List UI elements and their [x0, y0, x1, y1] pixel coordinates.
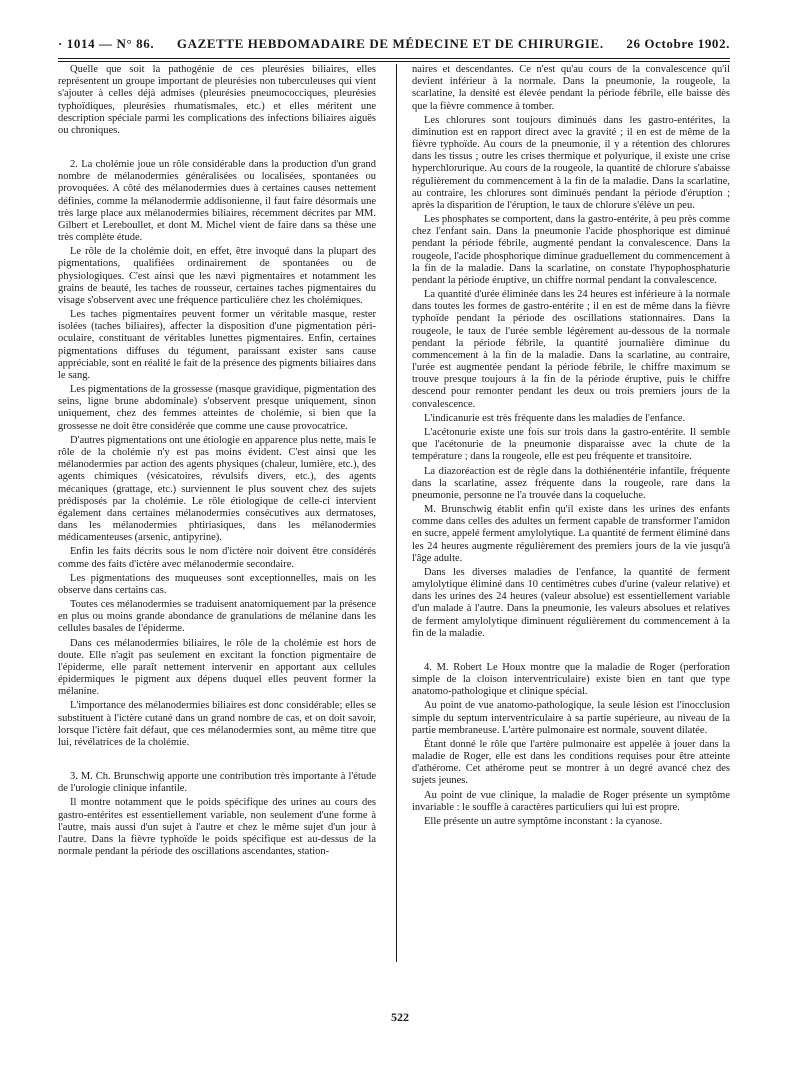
paragraph: Il montre notamment que le poids spécifique des urines au cours des gastro-entérites est essentiellement variable, non seulement d'une forme à l'autre, mais aussi d'un sujet à l'autre et chez le même sujet d'un jour à l'autre. Dans la fièvre typhoïde le poids spécifique est au-dessus de la normale pendant la période des oscillations ascendantes, station-: [58, 797, 376, 858]
paragraph: Les pigmentations des muqueuses sont exceptionnelles, mais on les observe dans certains cas.: [58, 572, 376, 596]
paragraph: L'acétonurie existe une fois sur trois dans la gastro-entérite. Il semble que l'acétonurie de la pneumonie disparaisse avec la chute de la température ; dans la rougeole, elle est peu fréquente et transitoire.: [412, 426, 730, 463]
header-issue: · 1014 — N° 86.: [58, 36, 155, 51]
paragraph: Le rôle de la cholémie doit, en effet, être invoqué dans la plupart des pigmentations, qualifiées ordinairement de spontanées ou de physiologiques. C'est ainsi que les nævi pigmentaires et notamment les grains de beauté, les taches de rousseur, certaines taches pigmentaires du visage s'observent avec une fréquence particulière chez les cholémiques.: [58, 246, 376, 306]
header-journal-title: GAZETTE HEBDOMADAIRE DE MÉDECINE ET DE CHIRURGIE.: [176, 36, 604, 51]
running-header: [58, 36, 730, 52]
paragraph: Dans les diverses maladies de l'enfance, la quantité de ferment amylolytique éliminé dans 10 centimètres cubes d'urine (valeur relative) et dans les urines des 24 heures (valeur absolue) est essentiellement variable d'un malade à l'autre. Dans la pneumonie, les valeurs absolues et relatives de ferment amylolytique diminuent régulièrement du commencement à la fin de la maladie.: [412, 566, 730, 639]
paragraph: Étant donné le rôle que l'artère pulmonaire est appelée à jouer dans la maladie de Roger, elle est dans les conditions requises pour être atteinte d'athérome. Cet athérome peut se montrer à un degré avancé chez des sujets jeunes.: [412, 738, 730, 787]
paragraph: L'indicanurie est très fréquente dans les maladies de l'enfance.: [424, 412, 686, 424]
paragraph: Au point de vue anatomo-pathologique, la seule lésion est l'inocclusion simple du septum interventriculaire à sa partie supérieure, au niveau de la partie membraneuse. L'artère pulmonaire est normale, souvent dilatée.: [412, 700, 730, 736]
paragraph: La quantité d'urée éliminée dans les 24 heures est inférieure à la normale dans toutes les formes de gastro-entérite ; il en est de même dans la fièvre typhoïde pendant la période des oscillations stationnaires. Dans la rougeole, le taux de l'urée semble légèrement au-dessous de la normale pendant la période fébrile, la quantité journalière diminue du commencement à la fin de la maladie. Dans la scarlatine, au contraire, l'urée est augmentée pendant la période fébrile, le chiffre maximum se trouve presque toujours à la fin de la période éruptive, puis le chiffre descend pour remonter pendant les deux ou trois premiers jours de la convalescence.: [412, 289, 730, 410]
paragraph: Dans ces mélanodermies biliaires, le rôle de la cholémie est hors de doute. Elle n'agit pas seulement en excitant la fonction pigmentaire de l'épiderme, elle paraît nettement intervenir en apportant aux cellules épidermiques le pigment aux dépens duquel elles peuvent former la mélanine.: [58, 637, 376, 698]
page-number: 522: [391, 1010, 409, 1024]
paragraph: Quelle que soit la pathogénie de ces pleurésies biliaires, elles représentent un groupe important de pleurésies non tuberculeuses qui vient s'ajouter à celles déjà admises (pleurésies pneumococciques, pleurésies typhoïdiques, pleurésies rhumatismales, etc.) et elles méritent une description spéciale parmi les complications des infections biliaires aiguës ou chroniques.: [58, 64, 376, 136]
paragraph: Les chlorures sont toujours diminués dans les gastro-entérites, la diminution est en rapport direct avec la gravité ; il en est de même de la fièvre typhoïde. Au cours de la pneumonie, il y a rétention des chlorures dans les tissus ; outre les crises thermique et polyurique, il existe une crise hyperchlorurique. Au cours de la rougeole, la quantité de chlorure s'abaisse régulièrement du commencement à la fin de la maladie. Dans la scarlatine, au contraire, les chlorures sont diminués pendant la période d'éruption ; après la disparition de l'éruption, le taux de chlorure s'élève un peu.: [412, 114, 730, 211]
paragraph: Enfin les faits décrits sous le nom d'ictère noir doivent être considérés comme des faits d'ictère avec mélanodermie secondaire.: [58, 546, 376, 570]
section-3-paragraph: 3. M. Ch. Brunschwig apporte une contribution très importante à l'étude de l'urologie clinique infantile.: [58, 771, 376, 795]
paragraph: Toutes ces mélanodermies se traduisent anatomiquement par la présence en plus ou moins grande abondance de granulations de mélanine dans les cellules basales de l'épiderme.: [58, 599, 376, 635]
header-rule-double: [58, 61, 730, 62]
header-date: 26 Octobre 1902.: [626, 36, 730, 51]
left-column: [58, 64, 376, 860]
paragraph: D'autres pigmentations ont une étiologie en apparence plus nette, mais le rôle de la cholémie n'y est pas moins évident. C'est ainsi que les mélanodermies par action des agents physiques (chaleur, lumière, etc.), des agents chimiques (vésicatoires, révulsifs divers, etc.), des agents mécaniques (grattage, etc.) surviennent le plus souvent chez des sujets prédisposés par la cholémie. Le rôle étiologique de celle-ci intervient également dans certaines mélanodermies consécutives aux dermatoses, dans les mélanodermies phtiriasiques, dans les mélanodermies médicamenteuses (arsenic, antipyrine).: [58, 434, 377, 544]
section-4-paragraph: 4. M. Robert Le Houx montre que la maladie de Roger (perforation simple de la cloison interventriculaire) existe bien en tant que type anatomo-pathologique et clinique spécial.: [412, 661, 730, 698]
column-divider: [396, 64, 397, 962]
paragraph: L'importance des mélanodermies biliaires est donc considérable; elles se substituent à l'ictère cutané dans un grand nombre de cas, et on doit savoir, lorsque l'ictère fait défaut, que ces mélanodermies sont, au même titre que lui, révélatrices de la cholémie.: [58, 700, 376, 748]
paragraph: Les phosphates se comportent, dans la gastro-entérite, à peu près comme chez l'enfant sain. Dans la pneumonie l'acide phosphorique est diminué pendant la période fébrile, augmenté pendant la convalescence. Dans la rougeole, l'acide phosphorique diminue graduellement du commencement à la fin de la maladie. Dans la scarlatine, on constate l'hypophosphaturie pendant la période éruptive, un chiffre normal pendant la convalescence.: [412, 214, 730, 286]
paragraph-continuation: naires et descendantes. Ce n'est qu'au cours de la convalescence qu'il devient inférieur à la normale. Dans la pneumonie, la rougeole, la scarlatine, la densité est élevée pendant la période fébrile, elle baisse dès que la fièvre commence à tomber.: [412, 64, 730, 112]
section-2-paragraph: 2. La cholémie joue un rôle considérable dans la production d'un grand nombre de mélanodermies généralisées ou localisées, spontanées ou provoquées. A côté des mélanodermies dues à certaines causes nettement définies, comme la mélanodermie addisonienne, il faut faire désormais une très large place aux mélanodermies biliaires, récemment décrites par MM. Gilbert et Lereboullet, et dont M. Michel vient de faire dans sa thèse une très complète étude.: [58, 159, 376, 244]
paragraph: La diazoréaction est de règle dans la dothiénentérie infantile, fréquente dans la scarlatine, assez fréquente dans la rougeole, rare dans la pneumonie, personne ne l'a trouvée dans la coqueluche.: [412, 465, 730, 501]
paragraph: Au point de vue clinique, la maladie de Roger présente un symptôme invariable : le souffle à caractères particuliers qui lui est propre.: [412, 789, 730, 813]
right-column: [412, 64, 730, 830]
paragraph: M. Brunschwig établit enfin qu'il existe dans les urines des enfants comme dans celles des adultes un ferment capable de transformer l'amidon en sucre, appelé ferment amylolytique. La quantité de ferment éliminé dans les 24 heures augmente régulièrement des premiers jours de la vie jusqu'à l'âge adulte.: [412, 504, 730, 564]
paragraph: Les taches pigmentaires peuvent former un véritable masque, rester isolées (taches biliaires), affecter la disposition d'une pigmentation péri-oculaire, constituant de véritables lunettes pigmentaires. Enfin, certaines pigmentations diffuses du tégument, paraissant exister sans cause appréciable, sont en réalité le fait de la présence des pigments biliaires dans le sang.: [58, 309, 376, 381]
header-rule: [58, 58, 730, 59]
paragraph: Elle présente un autre symptôme inconstant : la cyanose.: [424, 815, 663, 827]
paragraph: Les pigmentations de la grossesse (masque gravidique, pigmentation des seins, ligne brune abdominale) s'observent presque uniquement, sinon uniquement, chez des femmes atteintes de cholémie, si bien que la grossesse ne doit être considérée que comme une cause provocatrice.: [58, 384, 376, 432]
